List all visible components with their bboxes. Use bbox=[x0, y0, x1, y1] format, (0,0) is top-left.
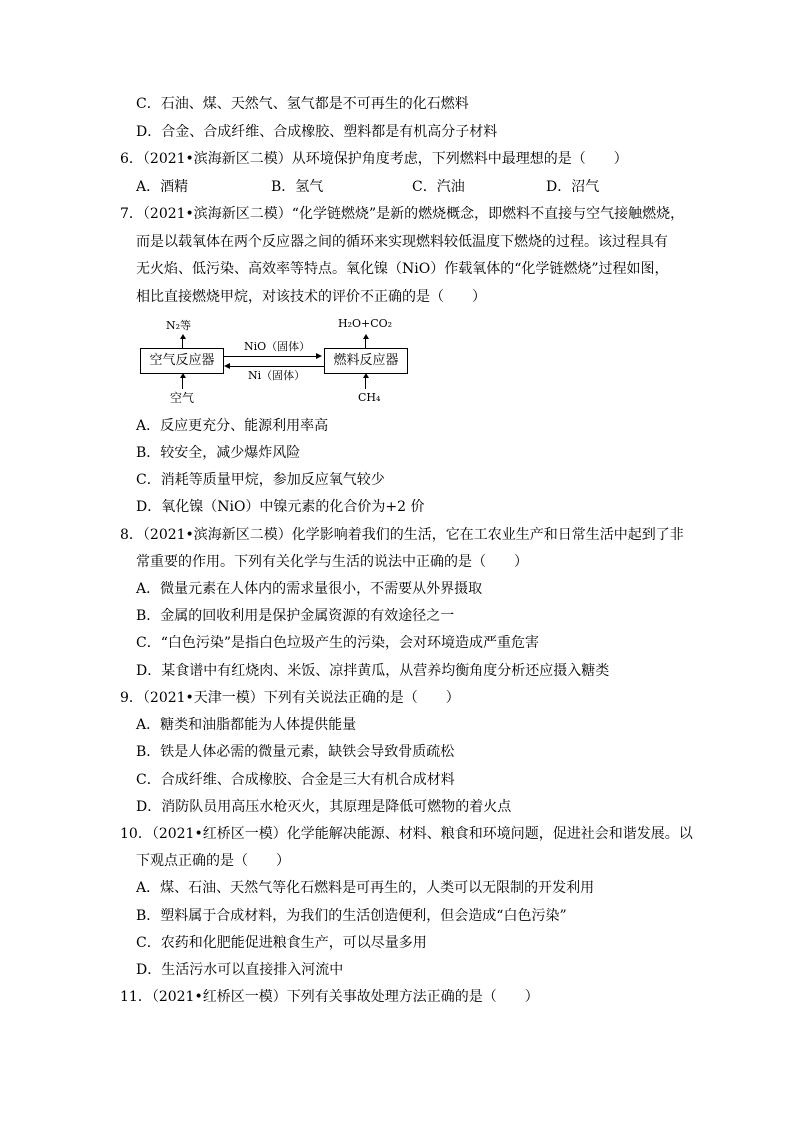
q10-option-c: C．农药和化肥能促进粮食生产，可以尽量多用 bbox=[136, 935, 427, 951]
q9-option-a: A．糖类和油脂都能为人体提供能量 bbox=[136, 717, 357, 733]
air-out-arrowhead-icon bbox=[180, 334, 186, 339]
q10-option-b: B．塑料属于合成材料，为我们的生活创造便利，但会造成“白色污染” bbox=[136, 908, 567, 924]
air-in-arrowhead-icon bbox=[180, 373, 186, 378]
air-in-arrow-line bbox=[182, 377, 183, 389]
q5-option-c: C．石油、煤、天然气、氢气都是不可再生的化石燃料 bbox=[136, 96, 469, 112]
ch4-input-label: CH₄ bbox=[358, 391, 381, 404]
q10-stem-line1: 10．（2021•红桥区一模）化学能解决能源、材料、粮食和环境问题，促进社会和谐发展。以 bbox=[120, 826, 693, 842]
ni-arrow-label: Ni（固体） bbox=[248, 369, 306, 382]
chemical-looping-diagram bbox=[140, 316, 420, 412]
q7-stem-line2: 而是以载氧体在两个反应器之间的循环来实现燃料较低温度下燃烧的过程。该过程具有 bbox=[136, 234, 668, 250]
q5-option-d: D．合金、合成纤维、合成橡胶、塑料都是有机高分子材料 bbox=[136, 124, 498, 140]
fuel-out-arrowhead-icon bbox=[363, 334, 369, 339]
q6-option-a: A．酒精 bbox=[136, 179, 189, 195]
ch4-in-arrow-line bbox=[365, 377, 366, 389]
q6-option-d: D．沼气 bbox=[546, 179, 600, 195]
air-out-arrow-line bbox=[182, 338, 183, 348]
q8-option-b: B．金属的回收利用是保护金属资源的有效途径之一 bbox=[136, 608, 455, 624]
air-input-label: 空气 bbox=[170, 391, 195, 405]
q7-option-d: D．氧化镍（NiO）中镍元素的化合价为+2 价 bbox=[136, 499, 425, 515]
q7-stem-line3: 无火焰、低污染、高效率等特点。氧化镍（NiO）作载氧体的“化学链燃烧”过程如图， bbox=[136, 261, 669, 277]
q11-stem: 11．（2021•红桥区一模）下列有关事故处理方法正确的是（ ） bbox=[120, 989, 539, 1005]
right-arrowhead-icon bbox=[316, 353, 322, 359]
fuel-out-arrow-line bbox=[365, 338, 366, 348]
q9-option-b: B．铁是人体必需的微量元素，缺铁会导致骨质疏松 bbox=[136, 744, 455, 760]
q9-option-d: D．消防队员用高压水枪灭火，其原理是降低可燃物的着火点 bbox=[136, 799, 512, 815]
q6-stem: 6．（2021•滨海新区二模）从环境保护角度考虑，下列燃料中最理想的是（ ） bbox=[120, 151, 628, 167]
q7-stem-line1: 7．（2021•滨海新区二模）“化学链燃烧”是新的燃烧概念，即燃料不直接与空气接触燃烧， bbox=[120, 206, 685, 222]
air-reactor-box: 空气反应器 bbox=[140, 348, 224, 374]
left-arrowhead-icon bbox=[224, 363, 230, 369]
q10-option-a: A．煤、石油、天然气等化石燃料是可再生的，人类可以无限制的开发利用 bbox=[136, 880, 595, 896]
q9-option-c: C．合成纤维、合成橡胶、合金是三大有机合成材料 bbox=[136, 772, 455, 788]
q7-option-b: B．较安全，减少爆炸风险 bbox=[136, 445, 301, 461]
q6-option-b: B．氢气 bbox=[271, 179, 324, 195]
nio-arrow-label: NiO（固体） bbox=[244, 340, 311, 353]
q8-option-a: A．微量元素在人体内的需求量很小，不需要从外界摄取 bbox=[136, 581, 483, 597]
fuel-reactor-box: 燃料反应器 bbox=[324, 348, 408, 374]
q8-option-c: C．“白色污染”是指白色垃圾产生的污染，会对环境造成严重危害 bbox=[136, 635, 540, 651]
q9-stem: 9．（2021•天津一模）下列有关说法正确的是（ ） bbox=[120, 690, 460, 706]
q8-stem-line2: 常重要的作用。下列有关化学与生活的说法中正确的是（ ） bbox=[136, 554, 528, 570]
nio-arrow-line bbox=[224, 356, 316, 357]
q8-stem-line1: 8．（2021•滨海新区二模）化学影响着我们的生活，它在工农业生产和日常生活中起到了非 bbox=[120, 527, 684, 543]
q6-option-c: C．汽油 bbox=[412, 179, 465, 195]
q7-stem-line4: 相比直接燃烧甲烷，对该技术的评价不正确的是（ ） bbox=[136, 289, 486, 305]
q7-option-a: A．反应更充分、能源利用率高 bbox=[136, 418, 329, 434]
q10-option-d: D．生活污水可以直接排入河流中 bbox=[136, 962, 344, 978]
fuel-reactor-output-label: H₂O+CO₂ bbox=[338, 317, 393, 330]
q10-stem-line2: 下观点正确的是（ ） bbox=[136, 853, 290, 869]
ni-arrow-line bbox=[230, 366, 324, 367]
q8-option-d: D．某食谱中有红烧肉、米饭、凉拌黄瓜，从营养均衡角度分析还应摄入糖类 bbox=[136, 663, 610, 679]
ch4-in-arrowhead-icon bbox=[363, 373, 369, 378]
air-reactor-output-label: N₂等 bbox=[166, 319, 192, 332]
q7-option-c: C．消耗等质量甲烷，参加反应氧气较少 bbox=[136, 472, 385, 488]
